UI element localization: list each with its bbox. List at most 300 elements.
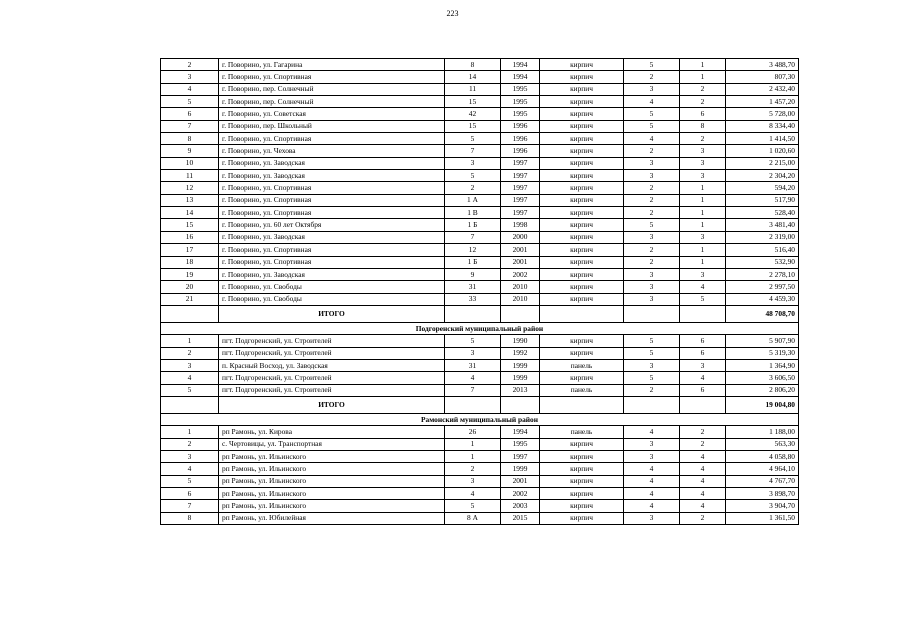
row-area: 4 964,10 bbox=[726, 463, 799, 475]
row-material: кирпич bbox=[540, 268, 624, 280]
row-material: кирпич bbox=[540, 157, 624, 169]
row-number: 16 bbox=[161, 231, 219, 243]
row-year: 1999 bbox=[501, 463, 540, 475]
row-area: 1 188,00 bbox=[726, 426, 799, 438]
row-area: 1 414,50 bbox=[726, 133, 799, 145]
row-year: 1994 bbox=[501, 71, 540, 83]
total-row bbox=[161, 396, 799, 413]
row-entrances: 1 bbox=[680, 244, 726, 256]
row-entrances: 6 bbox=[680, 347, 726, 359]
row-material: кирпич bbox=[540, 281, 624, 293]
row-address: г. Поворино, ул. 60 лет Октября bbox=[219, 219, 445, 231]
row-address: г. Поворино, ул. Гагарина bbox=[219, 59, 445, 71]
table-row bbox=[161, 170, 799, 182]
row-house-number: 4 bbox=[445, 372, 501, 384]
row-area: 5 728,00 bbox=[726, 108, 799, 120]
table-row bbox=[161, 83, 799, 95]
row-entrances: 3 bbox=[680, 359, 726, 371]
table-row bbox=[161, 347, 799, 359]
row-floors: 2 bbox=[624, 182, 680, 194]
row-house-number: 5 bbox=[445, 335, 501, 347]
row-area: 3 898,70 bbox=[726, 488, 799, 500]
table-row bbox=[161, 219, 799, 231]
housing-table bbox=[160, 58, 799, 525]
row-area: 2 319,00 bbox=[726, 231, 799, 243]
table-row bbox=[161, 182, 799, 194]
row-number: 13 bbox=[161, 194, 219, 206]
row-house-number: 15 bbox=[445, 96, 501, 108]
row-year: 1995 bbox=[501, 96, 540, 108]
row-year: 1994 bbox=[501, 426, 540, 438]
row-house-number: 1 Б bbox=[445, 219, 501, 231]
table-row bbox=[161, 281, 799, 293]
row-floors: 3 bbox=[624, 83, 680, 95]
total-empty-cell bbox=[445, 305, 501, 322]
row-floors: 3 bbox=[624, 281, 680, 293]
row-number: 10 bbox=[161, 157, 219, 169]
row-floors: 2 bbox=[624, 71, 680, 83]
row-material: кирпич bbox=[540, 463, 624, 475]
row-entrances: 4 bbox=[680, 450, 726, 462]
row-area: 4 459,30 bbox=[726, 293, 799, 305]
row-entrances: 3 bbox=[680, 268, 726, 280]
row-year: 1994 bbox=[501, 59, 540, 71]
row-floors: 2 bbox=[624, 207, 680, 219]
section-title: Рамонский муниципальный район bbox=[161, 413, 799, 425]
table-row bbox=[161, 120, 799, 132]
section-title: Подгоренский муниципальный район bbox=[161, 322, 799, 334]
row-house-number: 5 bbox=[445, 170, 501, 182]
row-floors: 5 bbox=[624, 120, 680, 132]
row-floors: 3 bbox=[624, 170, 680, 182]
row-number: 21 bbox=[161, 293, 219, 305]
row-number: 11 bbox=[161, 170, 219, 182]
table-row bbox=[161, 512, 799, 524]
row-address: г. Поворино, пер. Солнечный bbox=[219, 83, 445, 95]
row-material: кирпич bbox=[540, 194, 624, 206]
row-floors: 3 bbox=[624, 231, 680, 243]
table-row bbox=[161, 475, 799, 487]
row-material: кирпич bbox=[540, 450, 624, 462]
row-material: кирпич bbox=[540, 512, 624, 524]
row-number: 5 bbox=[161, 475, 219, 487]
row-number: 12 bbox=[161, 182, 219, 194]
row-material: кирпич bbox=[540, 438, 624, 450]
row-house-number: 15 bbox=[445, 120, 501, 132]
total-empty-cell bbox=[540, 305, 624, 322]
row-number: 1 bbox=[161, 335, 219, 347]
total-empty-cell bbox=[680, 396, 726, 413]
row-number: 19 bbox=[161, 268, 219, 280]
table-row bbox=[161, 133, 799, 145]
row-year: 2001 bbox=[501, 475, 540, 487]
row-floors: 3 bbox=[624, 268, 680, 280]
row-material: панель bbox=[540, 359, 624, 371]
row-address: г. Поворино, ул. Заводская bbox=[219, 268, 445, 280]
row-address: г. Поворино, ул. Заводская bbox=[219, 157, 445, 169]
row-entrances: 3 bbox=[680, 231, 726, 243]
row-area: 2 806,20 bbox=[726, 384, 799, 396]
row-address: г. Поворино, ул. Свободы bbox=[219, 293, 445, 305]
table-row bbox=[161, 500, 799, 512]
row-area: 528,40 bbox=[726, 207, 799, 219]
row-area: 2 432,40 bbox=[726, 83, 799, 95]
row-year: 2000 bbox=[501, 231, 540, 243]
row-address: г. Поворино, пер. Солнечный bbox=[219, 96, 445, 108]
row-floors: 4 bbox=[624, 426, 680, 438]
row-entrances: 4 bbox=[680, 500, 726, 512]
table-row bbox=[161, 145, 799, 157]
total-empty-cell bbox=[501, 305, 540, 322]
row-material: кирпич bbox=[540, 372, 624, 384]
table-row bbox=[161, 108, 799, 120]
row-address: с. Чертовицы, ул. Транспортная bbox=[219, 438, 445, 450]
row-entrances: 6 bbox=[680, 335, 726, 347]
row-year: 2010 bbox=[501, 293, 540, 305]
page-number: 223 bbox=[446, 9, 459, 18]
row-house-number: 1 А bbox=[445, 194, 501, 206]
total-empty-cell bbox=[540, 396, 624, 413]
row-material: кирпич bbox=[540, 500, 624, 512]
row-address: г. Поворино, ул. Советская bbox=[219, 108, 445, 120]
row-entrances: 2 bbox=[680, 426, 726, 438]
row-address: рп Рамонь, ул. Ильинского bbox=[219, 475, 445, 487]
total-value: 19 004,80 bbox=[726, 396, 799, 413]
row-address: г. Поворино, ул. Спортивная bbox=[219, 133, 445, 145]
row-house-number: 3 bbox=[445, 347, 501, 359]
row-number: 8 bbox=[161, 512, 219, 524]
row-entrances: 1 bbox=[680, 194, 726, 206]
row-number: 17 bbox=[161, 244, 219, 256]
table-row bbox=[161, 231, 799, 243]
row-house-number: 14 bbox=[445, 71, 501, 83]
row-address: г. Поворино, ул. Спортивная bbox=[219, 207, 445, 219]
row-area: 2 997,50 bbox=[726, 281, 799, 293]
row-number: 5 bbox=[161, 384, 219, 396]
total-label: ИТОГО bbox=[219, 305, 445, 322]
row-house-number: 26 bbox=[445, 426, 501, 438]
row-entrances: 4 bbox=[680, 281, 726, 293]
table-row bbox=[161, 335, 799, 347]
row-material: кирпич bbox=[540, 244, 624, 256]
row-house-number: 1 bbox=[445, 438, 501, 450]
row-house-number: 4 bbox=[445, 488, 501, 500]
row-area: 516,40 bbox=[726, 244, 799, 256]
row-entrances: 1 bbox=[680, 256, 726, 268]
row-floors: 2 bbox=[624, 256, 680, 268]
row-floors: 4 bbox=[624, 500, 680, 512]
row-address: рп Рамонь, ул. Ильинского bbox=[219, 450, 445, 462]
row-entrances: 4 bbox=[680, 488, 726, 500]
row-year: 1998 bbox=[501, 219, 540, 231]
row-floors: 5 bbox=[624, 335, 680, 347]
table-row bbox=[161, 488, 799, 500]
table-row bbox=[161, 450, 799, 462]
table-row bbox=[161, 293, 799, 305]
row-year: 1997 bbox=[501, 194, 540, 206]
section-header-row bbox=[161, 413, 799, 425]
row-floors: 2 bbox=[624, 145, 680, 157]
row-year: 1999 bbox=[501, 372, 540, 384]
row-number: 20 bbox=[161, 281, 219, 293]
row-address: г. Поворино, ул. Спортивная bbox=[219, 182, 445, 194]
row-entrances: 2 bbox=[680, 438, 726, 450]
row-area: 1 457,20 bbox=[726, 96, 799, 108]
row-entrances: 3 bbox=[680, 157, 726, 169]
row-area: 807,30 bbox=[726, 71, 799, 83]
row-year: 1995 bbox=[501, 438, 540, 450]
row-house-number: 9 bbox=[445, 268, 501, 280]
row-number: 7 bbox=[161, 120, 219, 132]
row-address: г. Поворино, ул. Заводская bbox=[219, 231, 445, 243]
row-entrances: 5 bbox=[680, 293, 726, 305]
total-empty-cell bbox=[161, 396, 219, 413]
total-row bbox=[161, 305, 799, 322]
table-row bbox=[161, 194, 799, 206]
row-area: 3 606,50 bbox=[726, 372, 799, 384]
row-house-number: 2 bbox=[445, 463, 501, 475]
row-number: 8 bbox=[161, 133, 219, 145]
row-floors: 3 bbox=[624, 438, 680, 450]
row-house-number: 7 bbox=[445, 384, 501, 396]
row-year: 1996 bbox=[501, 120, 540, 132]
row-number: 15 bbox=[161, 219, 219, 231]
table-row bbox=[161, 438, 799, 450]
row-material: кирпич bbox=[540, 293, 624, 305]
row-year: 2003 bbox=[501, 500, 540, 512]
row-floors: 4 bbox=[624, 488, 680, 500]
row-address: г. Поворино, ул. Чехова bbox=[219, 145, 445, 157]
row-material: кирпич bbox=[540, 145, 624, 157]
row-year: 1995 bbox=[501, 108, 540, 120]
row-house-number: 7 bbox=[445, 231, 501, 243]
row-number: 7 bbox=[161, 500, 219, 512]
row-floors: 5 bbox=[624, 59, 680, 71]
row-entrances: 2 bbox=[680, 512, 726, 524]
row-year: 1997 bbox=[501, 207, 540, 219]
row-floors: 4 bbox=[624, 475, 680, 487]
row-number: 4 bbox=[161, 83, 219, 95]
table-row bbox=[161, 256, 799, 268]
total-value: 48 708,70 bbox=[726, 305, 799, 322]
row-entrances: 1 bbox=[680, 182, 726, 194]
row-floors: 2 bbox=[624, 194, 680, 206]
row-address: г. Поворино, ул. Спортивная bbox=[219, 244, 445, 256]
row-floors: 3 bbox=[624, 359, 680, 371]
row-entrances: 3 bbox=[680, 145, 726, 157]
row-area: 3 904,70 bbox=[726, 500, 799, 512]
row-year: 1996 bbox=[501, 133, 540, 145]
row-material: кирпич bbox=[540, 347, 624, 359]
row-address: рп Рамонь, ул. Ильинского bbox=[219, 463, 445, 475]
row-entrances: 2 bbox=[680, 96, 726, 108]
row-number: 1 bbox=[161, 426, 219, 438]
row-material: кирпич bbox=[540, 170, 624, 182]
row-material: кирпич bbox=[540, 83, 624, 95]
row-number: 6 bbox=[161, 488, 219, 500]
row-entrances: 4 bbox=[680, 463, 726, 475]
table-row bbox=[161, 96, 799, 108]
row-floors: 2 bbox=[624, 244, 680, 256]
row-address: рп Рамонь, ул. Ильинского bbox=[219, 488, 445, 500]
row-address: г. Поворино, ул. Спортивная bbox=[219, 71, 445, 83]
table-row bbox=[161, 359, 799, 371]
row-year: 2002 bbox=[501, 488, 540, 500]
row-material: панель bbox=[540, 426, 624, 438]
row-address: пгт. Подгоренский, ул. Строителей bbox=[219, 384, 445, 396]
total-empty-cell bbox=[501, 396, 540, 413]
row-house-number: 31 bbox=[445, 359, 501, 371]
total-empty-cell bbox=[161, 305, 219, 322]
row-number: 14 bbox=[161, 207, 219, 219]
row-house-number: 33 bbox=[445, 293, 501, 305]
row-number: 6 bbox=[161, 108, 219, 120]
row-house-number: 2 bbox=[445, 182, 501, 194]
row-year: 1997 bbox=[501, 170, 540, 182]
row-area: 4 767,70 bbox=[726, 475, 799, 487]
total-empty-cell bbox=[680, 305, 726, 322]
row-entrances: 6 bbox=[680, 108, 726, 120]
row-address: п. Красный Восход, ул. Заводская bbox=[219, 359, 445, 371]
row-house-number: 5 bbox=[445, 133, 501, 145]
row-house-number: 8 А bbox=[445, 512, 501, 524]
row-address: г. Поворино, ул. Свободы bbox=[219, 281, 445, 293]
row-area: 1 020,60 bbox=[726, 145, 799, 157]
table-body bbox=[161, 59, 799, 525]
row-house-number: 42 bbox=[445, 108, 501, 120]
row-entrances: 1 bbox=[680, 59, 726, 71]
row-entrances: 6 bbox=[680, 384, 726, 396]
table-row bbox=[161, 268, 799, 280]
row-year: 2013 bbox=[501, 384, 540, 396]
row-number: 2 bbox=[161, 347, 219, 359]
row-material: кирпич bbox=[540, 219, 624, 231]
row-year: 2001 bbox=[501, 256, 540, 268]
row-floors: 3 bbox=[624, 512, 680, 524]
row-material: кирпич bbox=[540, 120, 624, 132]
row-area: 2 278,10 bbox=[726, 268, 799, 280]
row-area: 8 334,40 bbox=[726, 120, 799, 132]
row-area: 3 488,70 bbox=[726, 59, 799, 71]
row-area: 2 304,20 bbox=[726, 170, 799, 182]
row-material: кирпич bbox=[540, 488, 624, 500]
total-label: ИТОГО bbox=[219, 396, 445, 413]
row-material: кирпич bbox=[540, 475, 624, 487]
row-year: 1997 bbox=[501, 450, 540, 462]
row-address: пгт. Подгоренский, ул. Строителей bbox=[219, 372, 445, 384]
row-year: 1992 bbox=[501, 347, 540, 359]
row-area: 532,90 bbox=[726, 256, 799, 268]
total-empty-cell bbox=[624, 305, 680, 322]
row-area: 1 361,50 bbox=[726, 512, 799, 524]
row-address: г. Поворино, ул. Спортивная bbox=[219, 256, 445, 268]
table-row bbox=[161, 426, 799, 438]
row-house-number: 7 bbox=[445, 145, 501, 157]
row-year: 1995 bbox=[501, 83, 540, 95]
total-empty-cell bbox=[445, 396, 501, 413]
row-area: 3 481,40 bbox=[726, 219, 799, 231]
row-address: г. Поворино, ул. Заводская bbox=[219, 170, 445, 182]
row-entrances: 2 bbox=[680, 133, 726, 145]
row-material: панель bbox=[540, 384, 624, 396]
table-row bbox=[161, 71, 799, 83]
row-house-number: 3 bbox=[445, 157, 501, 169]
table-row bbox=[161, 244, 799, 256]
total-empty-cell bbox=[624, 396, 680, 413]
row-area: 2 215,00 bbox=[726, 157, 799, 169]
row-number: 3 bbox=[161, 359, 219, 371]
row-number: 18 bbox=[161, 256, 219, 268]
row-house-number: 3 bbox=[445, 475, 501, 487]
row-material: кирпич bbox=[540, 96, 624, 108]
row-floors: 5 bbox=[624, 347, 680, 359]
row-floors: 5 bbox=[624, 219, 680, 231]
row-material: кирпич bbox=[540, 133, 624, 145]
row-number: 2 bbox=[161, 438, 219, 450]
row-area: 517,90 bbox=[726, 194, 799, 206]
row-address: г. Поворино, ул. Спортивная bbox=[219, 194, 445, 206]
row-number: 2 bbox=[161, 59, 219, 71]
row-entrances: 4 bbox=[680, 372, 726, 384]
row-house-number: 5 bbox=[445, 500, 501, 512]
row-house-number: 1 В bbox=[445, 207, 501, 219]
row-year: 1996 bbox=[501, 145, 540, 157]
row-material: кирпич bbox=[540, 59, 624, 71]
row-area: 5 907,90 bbox=[726, 335, 799, 347]
row-year: 2001 bbox=[501, 244, 540, 256]
row-entrances: 4 bbox=[680, 475, 726, 487]
row-year: 1997 bbox=[501, 157, 540, 169]
row-house-number: 12 bbox=[445, 244, 501, 256]
row-entrances: 3 bbox=[680, 170, 726, 182]
row-floors: 3 bbox=[624, 450, 680, 462]
row-area: 563,30 bbox=[726, 438, 799, 450]
row-house-number: 8 bbox=[445, 59, 501, 71]
row-area: 594,20 bbox=[726, 182, 799, 194]
row-material: кирпич bbox=[540, 231, 624, 243]
row-year: 1999 bbox=[501, 359, 540, 371]
row-year: 1990 bbox=[501, 335, 540, 347]
row-number: 5 bbox=[161, 96, 219, 108]
section-header-row bbox=[161, 322, 799, 334]
row-house-number: 11 bbox=[445, 83, 501, 95]
row-address: пгт. Подгоренский, ул. Строителей bbox=[219, 347, 445, 359]
row-year: 2002 bbox=[501, 268, 540, 280]
row-address: рп Рамонь, ул. Ильинского bbox=[219, 500, 445, 512]
row-material: кирпич bbox=[540, 335, 624, 347]
row-floors: 3 bbox=[624, 293, 680, 305]
row-area: 5 319,30 bbox=[726, 347, 799, 359]
row-floors: 5 bbox=[624, 372, 680, 384]
row-entrances: 1 bbox=[680, 207, 726, 219]
row-house-number: 1 bbox=[445, 450, 501, 462]
row-address: рп Рамонь, ул. Кирова bbox=[219, 426, 445, 438]
row-material: кирпич bbox=[540, 108, 624, 120]
row-year: 1997 bbox=[501, 182, 540, 194]
table-row bbox=[161, 463, 799, 475]
row-entrances: 1 bbox=[680, 71, 726, 83]
table-row bbox=[161, 207, 799, 219]
table-row bbox=[161, 384, 799, 396]
row-material: кирпич bbox=[540, 182, 624, 194]
row-floors: 5 bbox=[624, 108, 680, 120]
row-address: рп Рамонь, ул. Юбилейная bbox=[219, 512, 445, 524]
row-material: кирпич bbox=[540, 207, 624, 219]
row-area: 1 364,90 bbox=[726, 359, 799, 371]
row-floors: 2 bbox=[624, 384, 680, 396]
row-entrances: 1 bbox=[680, 219, 726, 231]
row-number: 3 bbox=[161, 450, 219, 462]
